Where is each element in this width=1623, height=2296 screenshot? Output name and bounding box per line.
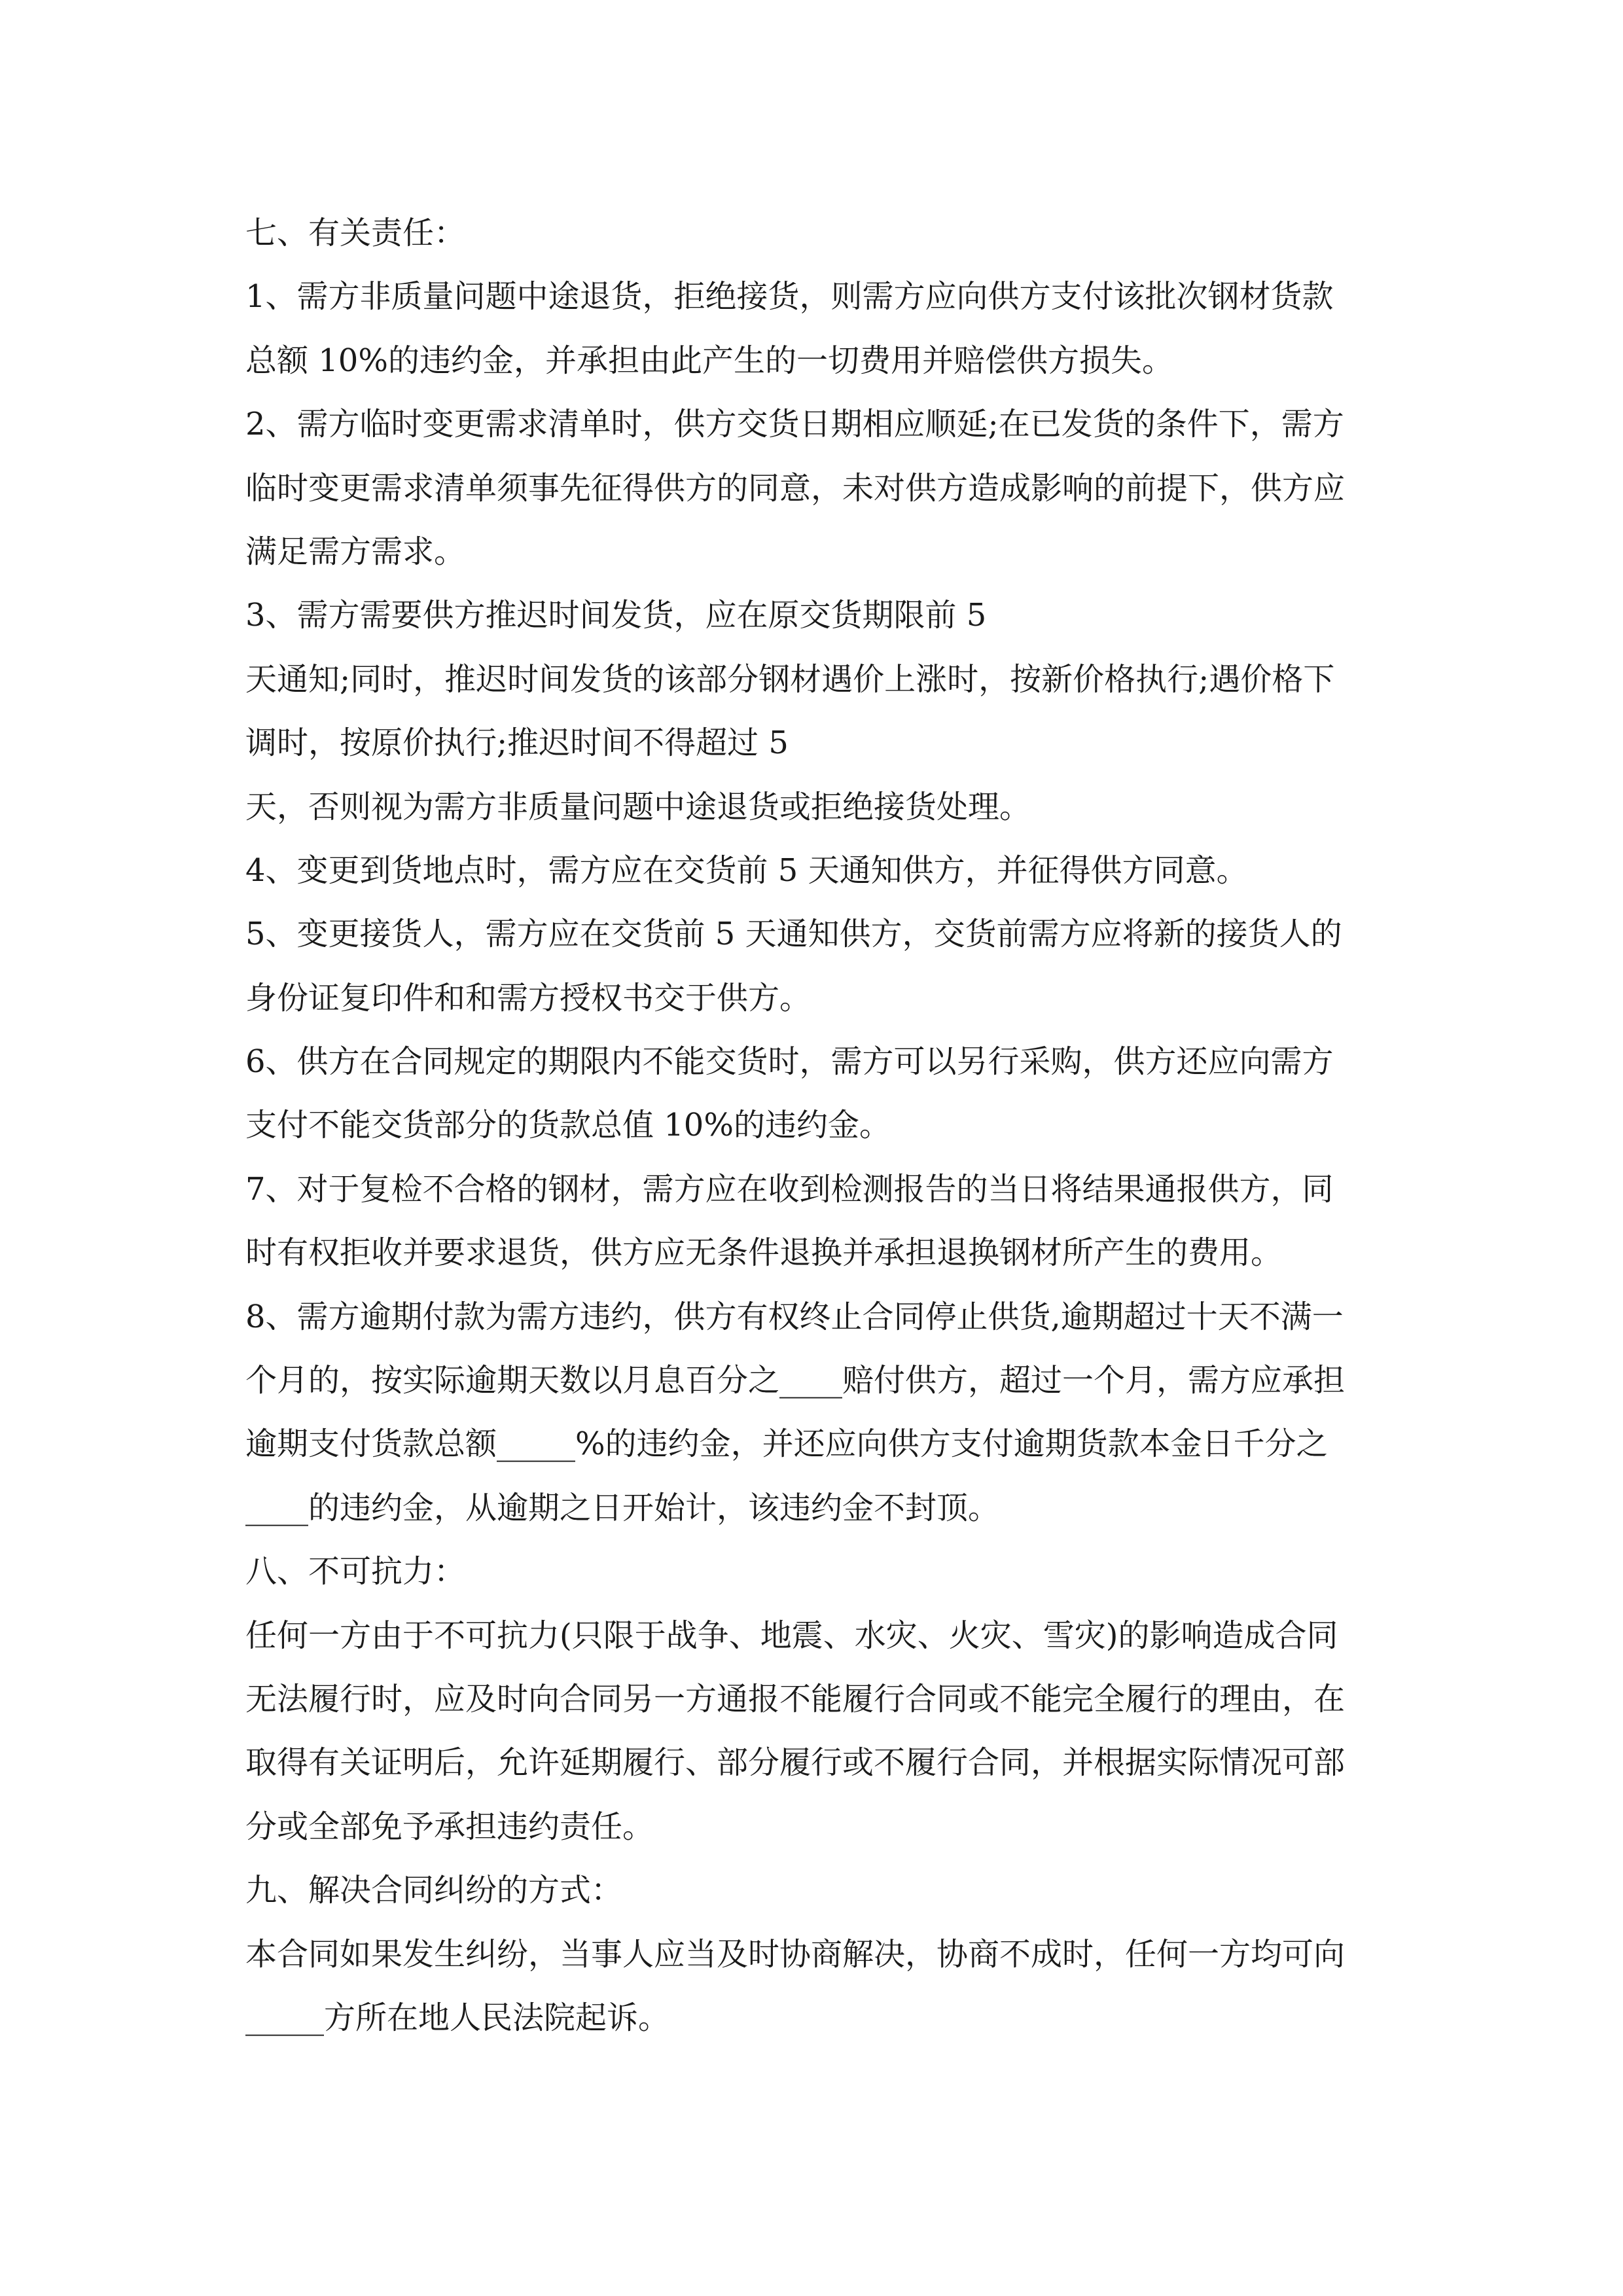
section-heading-liability: 七、有关责任： (245, 215, 466, 251)
text-line: 4、变更到货地点时，需方应在交货前 5 天通知供方，并征得供方同意。 (245, 852, 1248, 889)
text-line: 2、需方临时变更需求清单时，供方交货日期相应顺延;在已发货的条件下，需方 (245, 406, 1344, 443)
text-line: 取得有关证明后，允许延期履行、部分履行或不履行合同，并根据实际情况可部 (245, 1744, 1346, 1782)
text-line: 个月的，按实际逾期天数以月息百分之____赔付供方，超过一个月，需方应承担 (245, 1362, 1346, 1399)
text-line: 满足需方需求。 (245, 533, 466, 570)
text-line: 天，否则视为需方非质量问题中途退货或拒绝接货处理。 (245, 788, 1031, 825)
text-line: 7、对于复检不合格的钢材，需方应在收到检测报告的当日将结果通报供方，同 (245, 1170, 1334, 1208)
text-line: _____方所在地人民法院起诉。 (245, 1999, 670, 2036)
section-heading-dispute-resolution: 九、解决合同纠纷的方式： (245, 1872, 623, 1909)
text-line: 支付不能交货部分的货款总值 10%的违约金。 (245, 1107, 891, 1144)
text-line: 逾期支付货款总额_____%的违约金，并还应向供方支付逾期货款本金日千分之 (245, 1426, 1328, 1463)
section-heading-force-majeure: 八、不可抗力： (245, 1553, 466, 1590)
text-line: 6、供方在合同规定的期限内不能交货时，需方可以另行采购，供方还应向需方 (245, 1043, 1334, 1081)
text-line: 5、变更接货人，需方应在交货前 5 天通知供方，交货前需方应将新的接货人的 (245, 916, 1342, 953)
text-line: 临时变更需求清单须事先征得供方的同意，未对供方造成影响的前提下，供方应 (245, 469, 1346, 507)
text-line: 天通知;同时，推迟时间发货的该部分钢材遇价上涨时，按新价格执行;遇价格下 (245, 660, 1335, 698)
text-line: 本合同如果发生纠纷，当事人应当及时协商解决，协商不成时，任何一方均可向 (245, 1935, 1346, 1973)
text-line: ____的违约金，从逾期之日开始计，该违约金不封顶。 (245, 1489, 1000, 1526)
text-line: 总额 10%的违约金，并承担由此产生的一切费用并赔偿供方损失。 (245, 342, 1173, 379)
text-line: 1、需方非质量问题中途退货，拒绝接货，则需方应向供方支付该批次钢材货款 (245, 278, 1334, 315)
text-line: 时有权拒收并要求退货，供方应无条件退换并承担退换钢材所产生的费用。 (245, 1234, 1283, 1272)
text-line: 调时，按原价执行;推迟时间不得超过 5 (245, 725, 789, 762)
text-line: 身份证复印件和和需方授权书交于供方。 (245, 979, 812, 1016)
text-line: 无法履行时，应及时向合同另一方通报不能履行合同或不能完全履行的理由，在 (245, 1680, 1346, 1717)
contract-clauses (245, 202, 1384, 2050)
text-line: 分或全部免予承担违约责任。 (245, 1808, 654, 1845)
text-line: 任何一方由于不可抗力(只限于战争、地震、水灾、火灾、雪灾)的影响造成合同 (245, 1617, 1338, 1654)
text-line: 8、需方逾期付款为需方违约，供方有权终止合同停止供货,逾期超过十天不满一 (245, 1298, 1344, 1335)
text-line: 3、需方需要供方推迟时间发货，应在原交货期限前 5 (245, 597, 987, 634)
